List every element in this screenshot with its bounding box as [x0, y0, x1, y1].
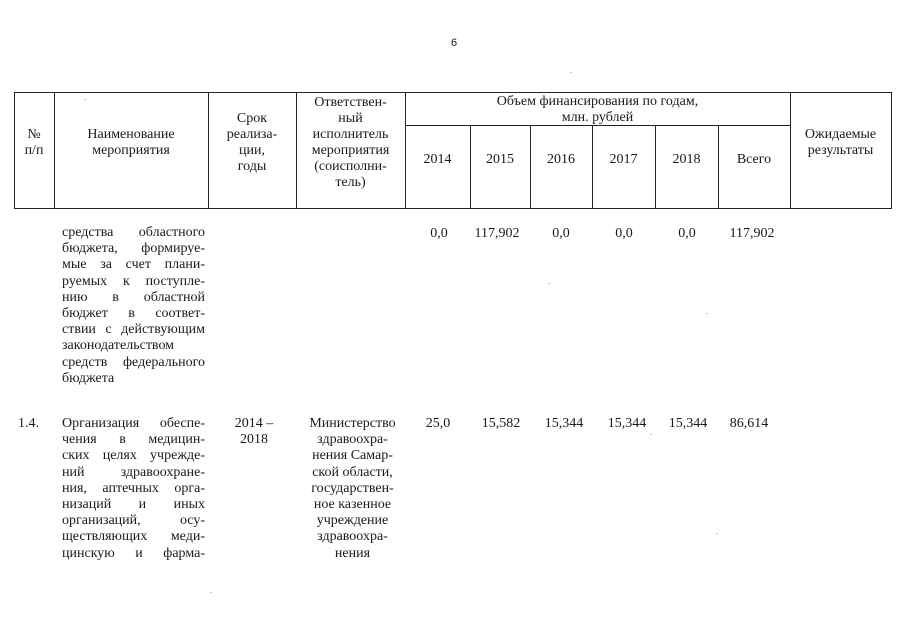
scan-speck — [210, 592, 212, 593]
header-expected-results: Ожидаемые результаты — [804, 127, 877, 158]
value-2015: 117,902 — [474, 226, 520, 241]
header-bottom-border — [14, 208, 891, 209]
scan-speck — [548, 283, 550, 284]
scan-speck — [570, 72, 572, 73]
header-activity-name: Наименование мероприятия — [87, 127, 175, 158]
row-number: 1.4. — [18, 416, 39, 431]
scan-speck — [706, 313, 708, 314]
value-2018: 15,344 — [668, 416, 708, 431]
header-funding: Объем финансирования по годам, млн. рублей — [496, 94, 699, 125]
header-year-2018: 2018 — [672, 152, 701, 167]
row-activity-name: Организация обеспе- чения в медицин- ских целях учрежде- ний здравоохране- ния, аптечных орга- низаций и иных организаций, осу- ществляющих меди- цинскую и фарма- — [62, 416, 205, 561]
value-2014: 25,0 — [425, 416, 451, 431]
value-2014: 0,0 — [430, 226, 448, 241]
header-executor: Ответствен- ный исполнитель мероприятия (соисполни- тель) — [311, 95, 390, 190]
header-total: Всего — [736, 152, 772, 167]
scan-speck — [716, 533, 718, 534]
header-year-2016: 2016 — [547, 152, 575, 167]
header-term: Срок реализа- ции, годы — [226, 111, 278, 174]
value-2017: 0,0 — [615, 226, 633, 241]
value-total: 117,902 — [729, 226, 775, 241]
header-year-2017: 2017 — [609, 152, 638, 167]
page-number: 6 — [451, 37, 458, 49]
row-executor: Министерство здравоохра- нения Самар- ской области, государствен- ное казенное учреждение здравоохра- нения — [309, 416, 396, 561]
value-total: 86,614 — [729, 416, 769, 431]
value-2018: 0,0 — [678, 226, 696, 241]
header-number: № п/п — [24, 127, 44, 158]
value-2015: 15,582 — [481, 416, 521, 431]
scan-speck — [84, 99, 86, 100]
row-activity-name: средства областного бюджета, формируе- мые за счет плани- руемых к поступле- нию в областной бюджет в соответ- ствии с действующим законодательством средств федерального бюджета — [62, 225, 205, 386]
value-2016: 15,344 — [544, 416, 584, 431]
scan-speck — [650, 434, 652, 435]
header-top-border — [14, 92, 891, 93]
value-2016: 0,0 — [552, 226, 570, 241]
header-year-2014: 2014 — [423, 152, 452, 167]
row-term: 2014 – 2018 — [234, 416, 274, 448]
header-year-2015: 2015 — [486, 152, 514, 167]
col-divider — [891, 92, 892, 209]
value-2017: 15,344 — [607, 416, 647, 431]
